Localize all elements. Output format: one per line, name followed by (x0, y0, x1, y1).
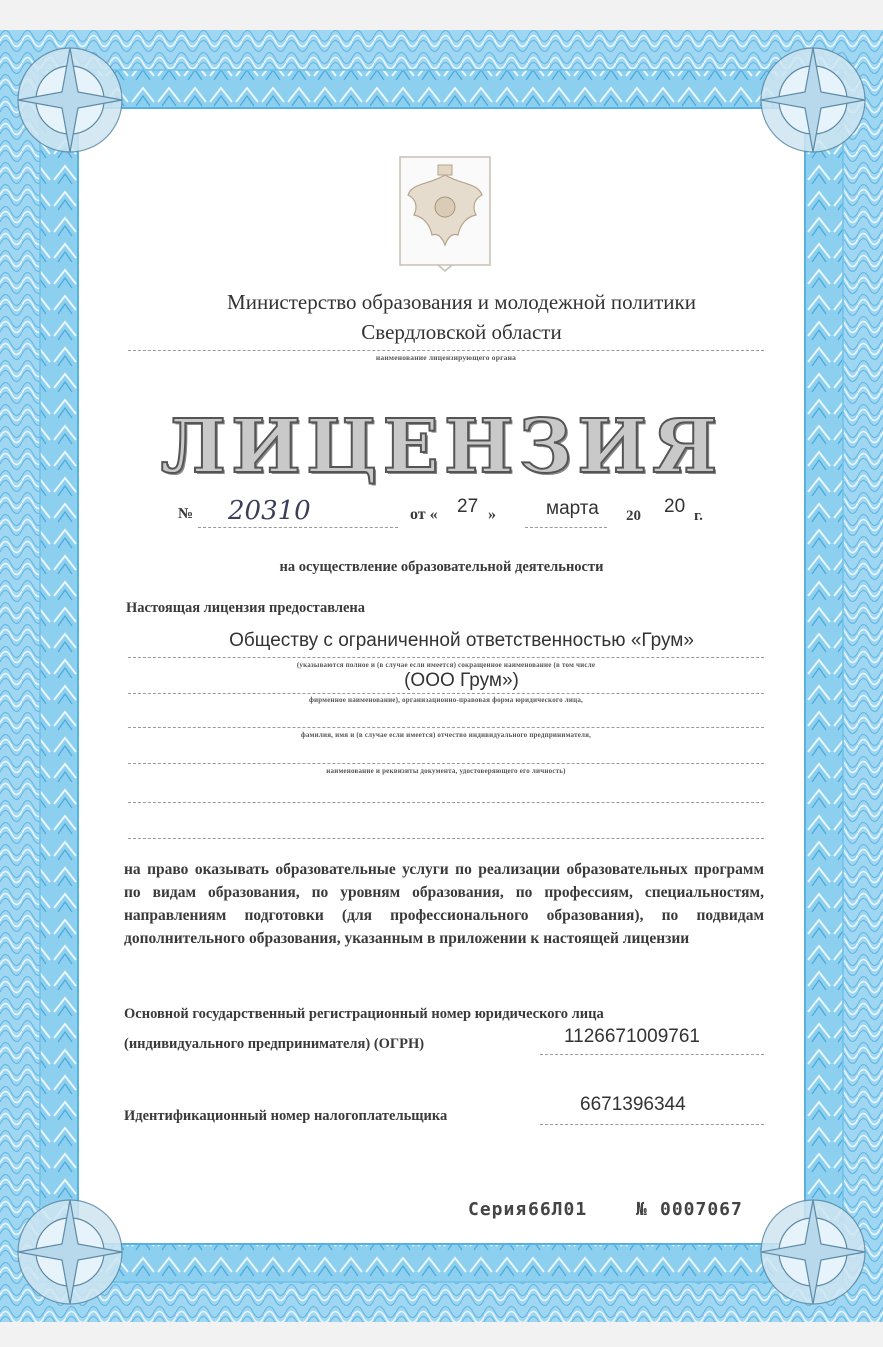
ogrn-label-line2: (индивидуального предпринимателя) (ОГРН) (124, 1036, 425, 1052)
holder-underline-2 (128, 693, 764, 694)
license-right-text: на право оказывать образовательные услуги по реализации образовательных программ по видам образования, по уровням образования, по профессиям, специальностям, направлениям подготовки (для профессионального образования), по подвидам дополнительного образования, указанным в приложении к настоящей лицензии (124, 861, 764, 947)
granted-label: Настоящая лицензия предоставлена (126, 600, 366, 616)
holder-underline-1 (128, 657, 764, 658)
number-underline (198, 527, 398, 528)
holder-full-name: Обществу с ограниченной ответственностью «Грум» (229, 630, 694, 651)
number-label: № (178, 506, 194, 522)
holder-underline-6 (128, 838, 764, 839)
corner-ornament-top-left-icon (18, 48, 122, 152)
corner-ornament-bottom-left-icon (18, 1200, 122, 1304)
holder-underline-5 (128, 802, 764, 803)
caption-full-name: (указываются полное и (в случае если имеется) сокращенное наименование (в том числе (296, 661, 596, 669)
ogrn-value: 1126671009761 (564, 1026, 700, 1047)
issuer-name-line1: Министерство образования и молодежной политики (227, 290, 696, 314)
series-value: 66Л01 (528, 1199, 588, 1220)
form-number-value: 0007067 (660, 1199, 743, 1220)
license-page (0, 30, 883, 1322)
caption-identity-doc: наименование и реквизиты документа, удостоверяющего его личность) (326, 767, 566, 775)
inn-label: Идентификационный номер налогоплательщика (124, 1108, 448, 1124)
inn-value: 6671396344 (580, 1094, 686, 1115)
issuer-caption: наименование лицензирующего органа (375, 353, 517, 362)
issuer-underline (128, 350, 764, 351)
holder-underline-4 (128, 763, 764, 764)
form-number-label: № (636, 1199, 648, 1220)
date-day: 27 (457, 496, 479, 517)
date-from-label: от « (410, 506, 438, 523)
corner-ornament-bottom-right-icon (761, 1200, 865, 1304)
license-purpose: на осуществление образовательной деятельности (279, 559, 604, 575)
ogrn-label-line1: Основной государственный регистрационный номер юридического лица (124, 1006, 604, 1022)
month-underline (525, 527, 607, 528)
document-title: ЛИЦЕНЗИЯ (160, 404, 723, 490)
license-number: 20310 (228, 496, 311, 526)
holder-short-name: (ООО Грум») (404, 670, 519, 691)
date-century: 20 (626, 508, 641, 524)
date-suffix: г. (694, 508, 703, 524)
caption-legal-form: фирменное наименование), организационно-правовая форма юридического лица, (309, 696, 583, 704)
date-day-close: » (488, 506, 496, 523)
caption-entrepreneur: фамилия, имя и (в случае если имеется) отчество индивидуального предпринимателя, (300, 731, 592, 739)
coat-of-arms-icon (398, 155, 492, 273)
issuer-name-line2: Свердловской области (361, 320, 562, 344)
corner-ornament-top-right-icon (761, 48, 865, 152)
holder-underline-3 (128, 727, 764, 728)
inn-underline (540, 1124, 764, 1125)
date-year: 20 (664, 496, 686, 517)
ogrn-underline (540, 1054, 764, 1055)
series-label: Серия (468, 1199, 528, 1220)
date-month: марта (546, 498, 599, 519)
